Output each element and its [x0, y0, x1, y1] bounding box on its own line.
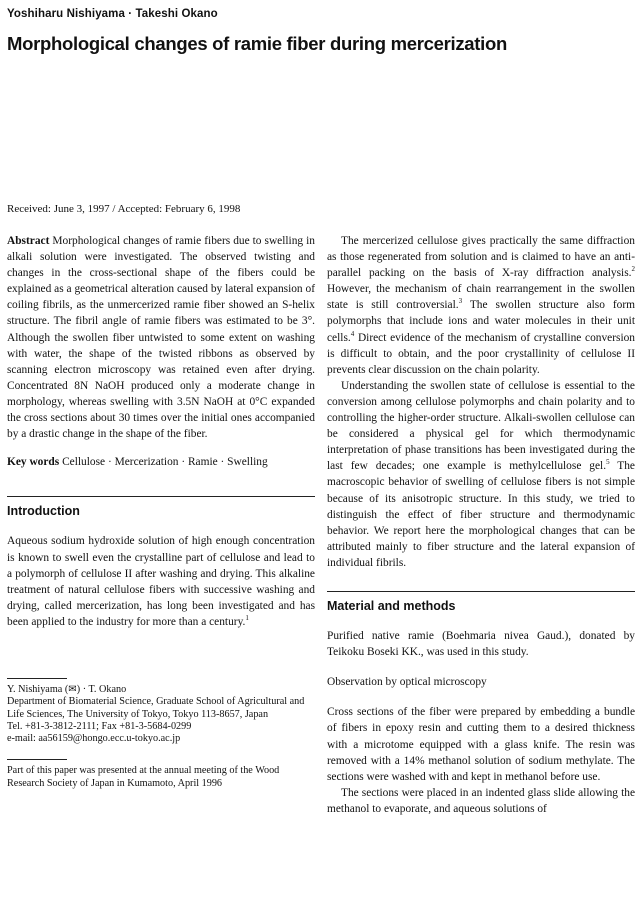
methods-paragraph: Purified native ramie (Boehmaria nivea Gaud.), donated by Teikoku Boseki KK., was used in this study. — [327, 630, 635, 659]
section-rule — [327, 591, 635, 592]
keywords-text: Cellulose · Mercerization · Ramie · Swelling — [62, 456, 268, 469]
section-rule — [7, 496, 315, 497]
abstract-text: Morphological changes of ramie fibers due to swelling in alkali solution were investigated. The observed twisting and changes in the cross-sectional shape of the fibers could be explained as a geometrical alteration caused by lateral expansion of coiling fibrils, as the unmercerized ramie fiber showed an S-helix structure. The fibril angle of ramie fibers was estimated to be 3°. Although the swollen fiber untwisted to some extent on washing with water, the shape of the twisted ribbons as observed by scanning electron microscopy was retained even after drying. Concentrated 8N NaOH produced only a moderate change in morphology, whereas swelling with 3.5N NaOH at 0°C expanded the cross sections about 30 times over the initial ones accompanied by a drastic change in the shape of the fiber. — [7, 235, 315, 441]
intro-text-segment: The swollen structure also form polymorphs that include ions and water molecules in their unit cells. — [327, 299, 635, 344]
intro-paragraph-2 — [327, 233, 635, 378]
introduction-paragraph — [7, 533, 315, 630]
methods-paragraph: Cross sections of the fiber were prepared by embedding a bundle of fibers in epoxy resin and cutting them to a desired thickness with a microtome equipped with a glass knife. The resin was removed with a 14% methanol solution of sodium methylate. The sections were washed with and kept in methanol before use. — [327, 706, 635, 783]
intro-text-segment: Understanding the swollen state of cellulose is essential to the conversion among cellulose polymorphs and chain polarity and to controlling the higher-order structure. Alkali-swollen cellulose can be considered a physical gel for which thermodynamic interpretation of phase transitions has been investigated during the last few decades; one example is methylcellulose gel. — [327, 379, 635, 473]
methods-paragraph: The sections were placed in an indented glass slide allowing the methanol to evaporate, and aqueous solutions of — [327, 786, 635, 815]
left-column — [7, 233, 315, 790]
intro-text-segment: The mercerized cellulose gives practically the same diffraction as those regenerated from solution and is claimed to have an anti-parallel packing on the basis of X-ray diffraction analysis. — [327, 235, 635, 280]
introduction-heading: Introduction — [7, 504, 80, 519]
department-line: Department of Biomaterial Science, Graduate School of Agricultural and Life Sciences, The University of Tokyo, Tokyo 113-8657, Japan — [7, 696, 305, 720]
introduction-text: Aqueous sodium hydroxide solution of high enough concentration is known to swell even the crystalline part of cellulose and lead to a polymorph of cellulose II after washing and drying. This alkaline treatment of natural cellulose fibers with successive washing and drying, called mercerization, has long been investigated and has been applied to the industry for more than a century. — [7, 535, 315, 628]
abstract-paragraph — [7, 233, 315, 442]
email-line: e-mail: aa56159@hongo.ecc.u-tokyo.ac.jp — [7, 733, 181, 745]
paper-title: Morphological changes of ramie fiber during mercerization — [7, 33, 507, 54]
reference-marker: 2 — [631, 265, 635, 274]
reference-marker: 3 — [458, 297, 463, 306]
methods-heading: Material and methods — [327, 598, 456, 613]
abstract-label: Abstract — [7, 235, 50, 247]
intro-text-segment: Direct evidence of the mechanism of crystalline conversion is difficult to obtain, and the poor crystallinity of cellulose II prevents clear discussion on the chain polarity. — [327, 331, 635, 376]
reference-marker: 5 — [606, 458, 610, 467]
author-line: Yoshiharu Nishiyama · Takeshi Okano — [7, 8, 218, 20]
correspondence-line: Y. Nishiyama (✉) · T. Okano — [7, 683, 127, 695]
intro-text-segment: However, the mechanism of chain rearrangement in the swollen state is still controversial. — [327, 283, 635, 312]
affiliation-block — [7, 684, 315, 745]
reference-marker: 4 — [350, 329, 355, 338]
received-date: Received: June 3, 1997 / Accepted: February 6, 1998 — [7, 203, 241, 215]
phone-fax-line: Tel. +81-3-3812-2111; Fax +81-3-5684-0299 — [7, 720, 192, 732]
keywords-paragraph — [7, 454, 315, 470]
reference-marker: 1 — [245, 614, 249, 623]
presentation-footnote: Part of this paper was presented at the annual meeting of the Wood Research Society of Japan in Kumamoto, April 1996 — [7, 765, 280, 789]
intro-text-segment: The macroscopic behavior of swelling of cellulose fibers is not simple because of its anisotropic structure. In this study, we tried to distinguish the effect of fiber structure and thermodynamic behavior. We report here the morphological changes that can be attributed mainly to fiber structure and the lateral expansion of individual fibrils. — [327, 460, 635, 569]
subsection-heading: Observation by optical microscopy — [327, 676, 487, 689]
keywords-label: Key words — [7, 456, 60, 469]
right-column — [327, 233, 635, 817]
intro-paragraph-3 — [327, 378, 635, 571]
